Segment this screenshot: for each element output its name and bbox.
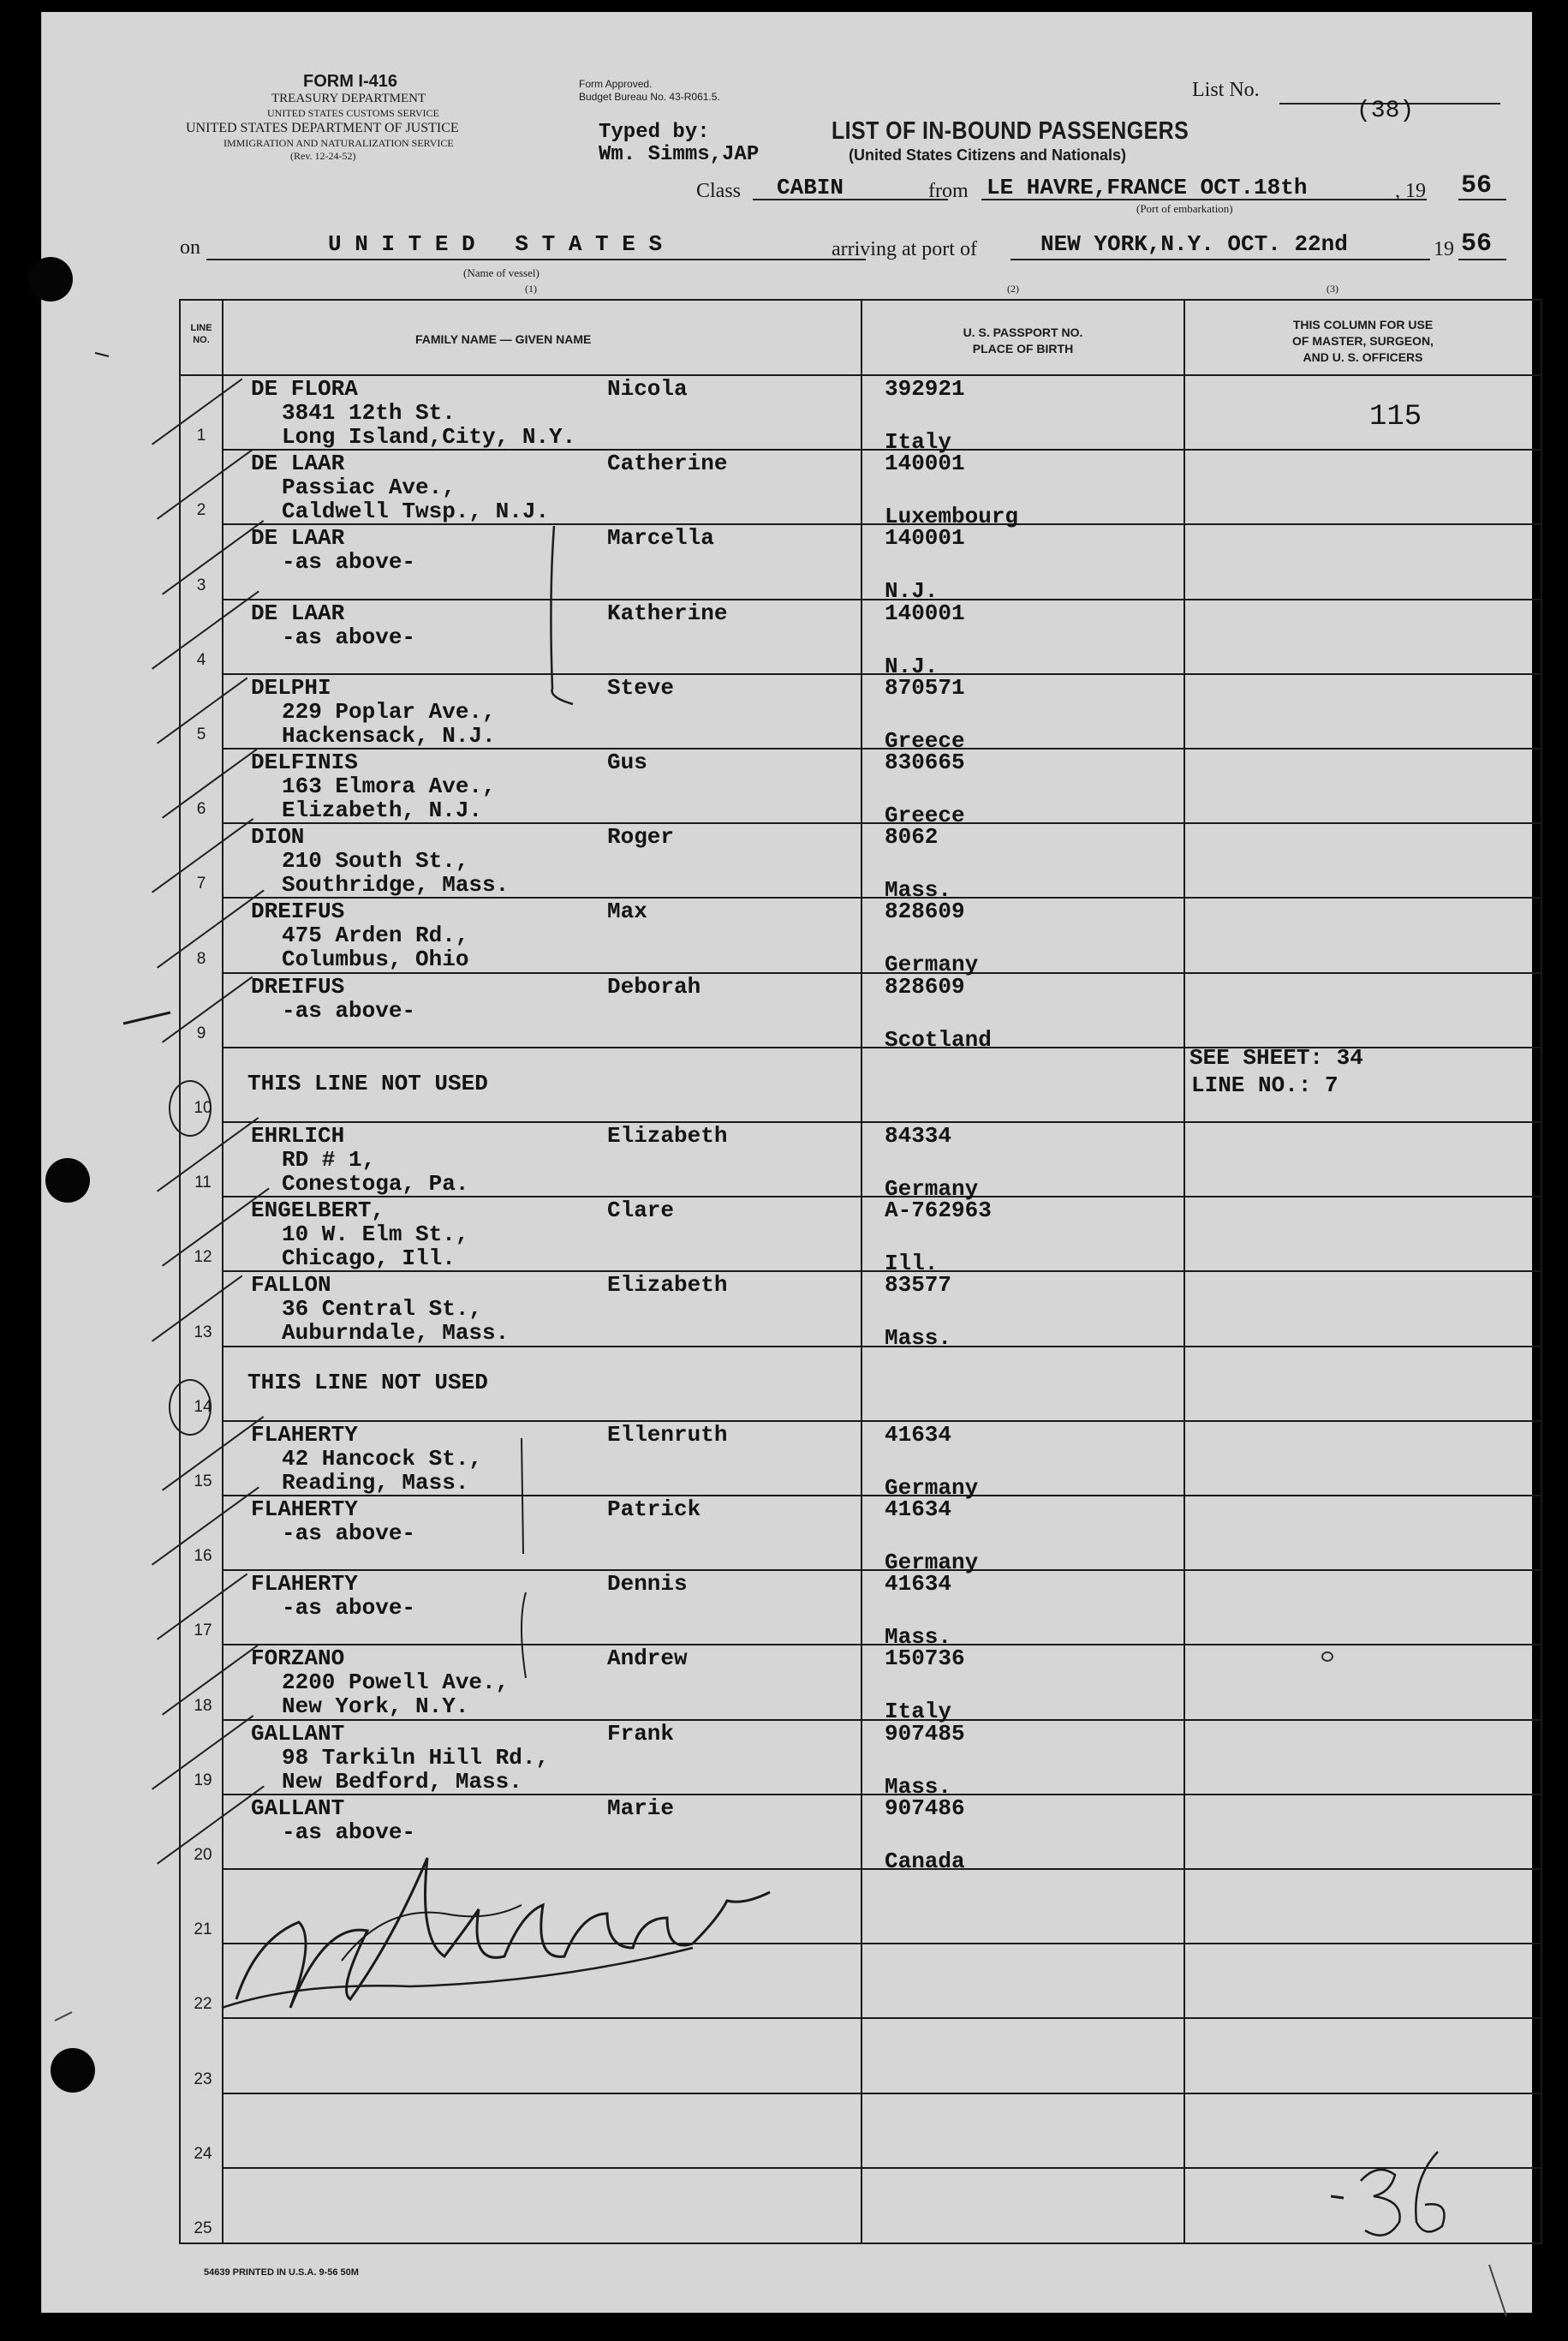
address-line-2: Conestoga, Pa.	[282, 1171, 469, 1197]
on-label: on	[180, 236, 200, 259]
officer-code-115: 115	[1369, 401, 1422, 433]
handwritten-marks	[42, 12, 1532, 2313]
place-of-birth: N.J.	[885, 578, 939, 604]
family-name: DE FLORA	[251, 376, 358, 402]
place-of-birth: Germany	[885, 1475, 979, 1501]
passport-number: 140001	[885, 451, 965, 476]
passport-number: 84334	[885, 1123, 952, 1149]
address-line-1: 98 Tarkiln Hill Rd.,	[282, 1745, 550, 1771]
line-number: 6	[196, 800, 206, 818]
passport-number: 907486	[885, 1795, 965, 1821]
given-name: Frank	[607, 1721, 675, 1747]
class-label: Class	[696, 180, 742, 202]
place-of-birth: Greece	[885, 803, 965, 828]
address-line-1: -as above-	[282, 1520, 416, 1546]
address-line-1: 3841 12th St.	[282, 400, 456, 426]
print-footer: 54639 PRINTED IN U.S.A. 9-56 50M	[204, 2267, 359, 2278]
given-name: Dennis	[607, 1571, 688, 1597]
customs-service: UNITED STATES CUSTOMS SERVICE	[267, 107, 439, 119]
passport-number: 830665	[885, 749, 965, 775]
line-number: 14	[194, 1398, 212, 1416]
given-name: Catherine	[607, 451, 728, 476]
family-name: DE LAAR	[251, 451, 345, 476]
immigration-service: IMMIGRATION AND NATURALIZATION SERVICE	[224, 137, 454, 149]
given-name: Max	[607, 899, 647, 924]
address-line-1: RD # 1,	[282, 1147, 376, 1173]
col-num-1: (1)	[525, 283, 537, 295]
given-name: Nicola	[607, 376, 688, 402]
address-line-1: 210 South St.,	[282, 848, 469, 874]
passport-number: A-762963	[885, 1197, 992, 1223]
address-line-1: -as above-	[282, 998, 416, 1024]
given-name: Marie	[607, 1795, 675, 1821]
address-line-1: Passiac Ave.,	[282, 475, 456, 500]
list-no-label: List No.	[1192, 79, 1260, 101]
treasury-department: TREASURY DEPARTMENT	[271, 92, 426, 105]
embarkation-year: 56	[1461, 171, 1493, 200]
family-name: GALLANT	[251, 1721, 345, 1747]
arrival-year-prefix: 19	[1434, 238, 1454, 260]
form-number: FORM I-416	[303, 72, 398, 91]
passport-number: 907485	[885, 1721, 965, 1747]
address-line-2: Auburndale, Mass.	[282, 1320, 510, 1346]
family-name: DION	[251, 824, 305, 850]
address-line-1: 163 Elmora Ave.,	[282, 773, 496, 799]
address-line-2: Columbus, Ohio	[282, 947, 469, 972]
family-name: DREIFUS	[251, 899, 345, 924]
passport-number: 828609	[885, 974, 965, 1000]
place-of-birth: Ill.	[885, 1251, 939, 1276]
address-line-1: 475 Arden Rd.,	[282, 923, 469, 948]
given-name: Marcella	[607, 525, 714, 551]
place-of-birth: Mass.	[885, 877, 952, 903]
binder-hole-bottom	[51, 2048, 95, 2093]
family-name: DREIFUS	[251, 974, 345, 1000]
address-line-2: Elizabeth, N.J.	[282, 797, 483, 823]
port-embark-caption: (Port of embarkation)	[1136, 202, 1233, 215]
place-of-birth: Germany	[885, 1550, 979, 1575]
family-name: ENGELBERT,	[251, 1197, 385, 1223]
address-line-1: -as above-	[282, 549, 416, 575]
passport-number: 83577	[885, 1272, 952, 1298]
col-name-header: FAMILY NAME — GIVEN NAME	[415, 332, 592, 346]
line-number: 1	[196, 427, 206, 445]
family-name: FLAHERTY	[251, 1422, 358, 1448]
line-number: 7	[196, 875, 206, 893]
typed-by-label: Typed by:	[599, 121, 710, 144]
address-line-1: 10 W. Elm St.,	[282, 1221, 469, 1247]
list-title: LIST OF IN-BOUND PASSENGERS	[832, 117, 1189, 145]
typed-by-name: Wm. Simms,JAP	[599, 143, 760, 166]
passport-number: 41634	[885, 1422, 952, 1448]
passport-number: 150736	[885, 1645, 965, 1671]
place-of-birth: Italy	[885, 1699, 952, 1724]
passport-number: 828609	[885, 899, 965, 924]
address-line-1: 42 Hancock St.,	[282, 1446, 483, 1472]
address-line-1: 36 Central St.,	[282, 1296, 483, 1322]
place-of-birth: Greece	[885, 728, 965, 754]
budget-bureau: Budget Bureau No. 43-R061.5.	[579, 91, 720, 103]
given-name: Steve	[607, 675, 675, 701]
given-name: Elizabeth	[607, 1272, 728, 1298]
list-subtitle: (United States Citizens and Nationals)	[849, 146, 1127, 164]
address-line-2: Hackensack, N.J.	[282, 723, 496, 749]
form-approved: Form Approved.	[579, 78, 653, 90]
passport-number: 140001	[885, 525, 965, 551]
passport-number: 41634	[885, 1571, 952, 1597]
given-name: Patrick	[607, 1496, 701, 1522]
family-name: DE LAAR	[251, 525, 345, 551]
given-name: Elizabeth	[607, 1123, 728, 1149]
binder-hole-top	[28, 257, 73, 302]
address-line-2: Chicago, Ill.	[282, 1245, 456, 1271]
family-name: DE LAAR	[251, 600, 345, 626]
passport-number: 41634	[885, 1496, 952, 1522]
place-of-birth: Mass.	[885, 1325, 952, 1351]
line-number: 24	[194, 2145, 212, 2163]
line-number: 16	[194, 1547, 212, 1565]
line-number: 23	[194, 2070, 212, 2088]
place-of-birth: Mass.	[885, 1624, 952, 1650]
vessel-name: U N I T E D S T A T E S	[328, 231, 663, 257]
given-name: Gus	[607, 749, 647, 775]
line-number: 15	[194, 1472, 212, 1490]
place-of-birth: Italy	[885, 429, 952, 455]
address-line-2: Southridge, Mass.	[282, 872, 510, 898]
family-name: DELFINIS	[251, 749, 358, 775]
line-number: 5	[196, 726, 206, 744]
place-of-birth: N.J.	[885, 654, 939, 679]
passport-number: 140001	[885, 600, 965, 626]
place-of-birth: Scotland	[885, 1027, 992, 1053]
col-line-header: LINE NO.	[190, 323, 212, 345]
arrival-year: 56	[1461, 230, 1493, 259]
line-number: 10	[194, 1099, 212, 1117]
place-of-birth: Mass.	[885, 1774, 952, 1800]
arrival-port: NEW YORK,N.Y. OCT. 22nd	[1040, 231, 1348, 257]
passport-number: 8062	[885, 824, 939, 850]
passport-number: 392921	[885, 376, 965, 402]
family-name: GALLANT	[251, 1795, 345, 1821]
col-num-2: (2)	[1007, 283, 1019, 295]
line-number: 2	[196, 501, 206, 519]
given-name: Deborah	[607, 974, 701, 1000]
line-number: 8	[196, 950, 206, 968]
address-line-2: Caldwell Twsp., N.J.	[282, 499, 550, 524]
family-name: DELPHI	[251, 675, 331, 701]
line-number: 9	[196, 1024, 206, 1042]
line-number: 17	[194, 1621, 212, 1639]
line-number: 11	[194, 1173, 212, 1191]
col-passport-header: U. S. PASSPORT NO. PLACE OF BIRTH	[963, 325, 1083, 355]
line-number: 25	[194, 2219, 212, 2237]
passport-number: 870571	[885, 675, 965, 701]
line-number: 21	[194, 1920, 212, 1938]
justice-department: UNITED STATES DEPARTMENT OF JUSTICE	[186, 121, 459, 135]
address-line-2: New York, N.Y.	[282, 1693, 469, 1719]
manifest-sheet	[41, 12, 1532, 2313]
address-line-2: Reading, Mass.	[282, 1470, 469, 1496]
col-num-3: (3)	[1327, 283, 1338, 295]
address-line-1: -as above-	[282, 624, 416, 650]
family-name: EHRLICH	[251, 1123, 345, 1149]
address-line-1: -as above-	[282, 1819, 416, 1845]
unused-line-text: THIS LINE NOT USED	[247, 1370, 488, 1395]
given-name: Roger	[607, 824, 675, 850]
given-name: Andrew	[607, 1645, 688, 1671]
line-number: 4	[196, 651, 206, 669]
line-number: 12	[194, 1248, 212, 1266]
family-name: FALLON	[251, 1272, 331, 1298]
line-number: 3	[196, 576, 206, 594]
place-of-birth: Canada	[885, 1848, 965, 1874]
address-line-2: Long Island,City, N.Y.	[282, 424, 576, 450]
place-of-birth: Luxembourg	[885, 504, 1019, 529]
given-name: Ellenruth	[607, 1422, 728, 1448]
binder-hole-middle	[45, 1158, 90, 1203]
form-revision: (Rev. 12-24-52)	[290, 150, 356, 162]
line-number: 19	[194, 1771, 212, 1789]
unused-line-text: THIS LINE NOT USED	[247, 1071, 488, 1096]
arriving-label: arriving at port of	[832, 238, 977, 260]
list-no-value: (38)	[1356, 98, 1415, 124]
see-sheet-note: SEE SHEET: 34	[1189, 1045, 1363, 1071]
line-number: 20	[194, 1846, 212, 1864]
line-number: 18	[194, 1697, 212, 1715]
place-of-birth: Germany	[885, 952, 979, 977]
from-year-prefix: , 19	[1395, 180, 1426, 202]
line-number: 22	[194, 1995, 212, 2013]
address-line-2: New Bedford, Mass.	[282, 1769, 522, 1795]
col-officers-header: THIS COLUMN FOR USE OF MASTER, SURGEON, AND U. S. OFFICERS	[1292, 318, 1434, 364]
family-name: FLAHERTY	[251, 1496, 358, 1522]
family-name: FLAHERTY	[251, 1571, 358, 1597]
address-line-1: -as above-	[282, 1595, 416, 1621]
address-line-1: 229 Poplar Ave.,	[282, 699, 496, 725]
embarkation-port: LE HAVRE,FRANCE OCT.18th	[987, 175, 1308, 200]
family-name: FORZANO	[251, 1645, 345, 1671]
line-no-note: LINE NO.: 7	[1191, 1072, 1338, 1098]
class-value: CABIN	[777, 175, 844, 200]
given-name: Clare	[607, 1197, 675, 1223]
given-name: Katherine	[607, 600, 728, 626]
from-label: from	[928, 180, 969, 202]
place-of-birth: Germany	[885, 1176, 979, 1202]
address-line-1: 2200 Powell Ave.,	[282, 1669, 510, 1695]
line-number: 13	[194, 1323, 212, 1341]
vessel-caption: (Name of vessel)	[463, 266, 540, 279]
